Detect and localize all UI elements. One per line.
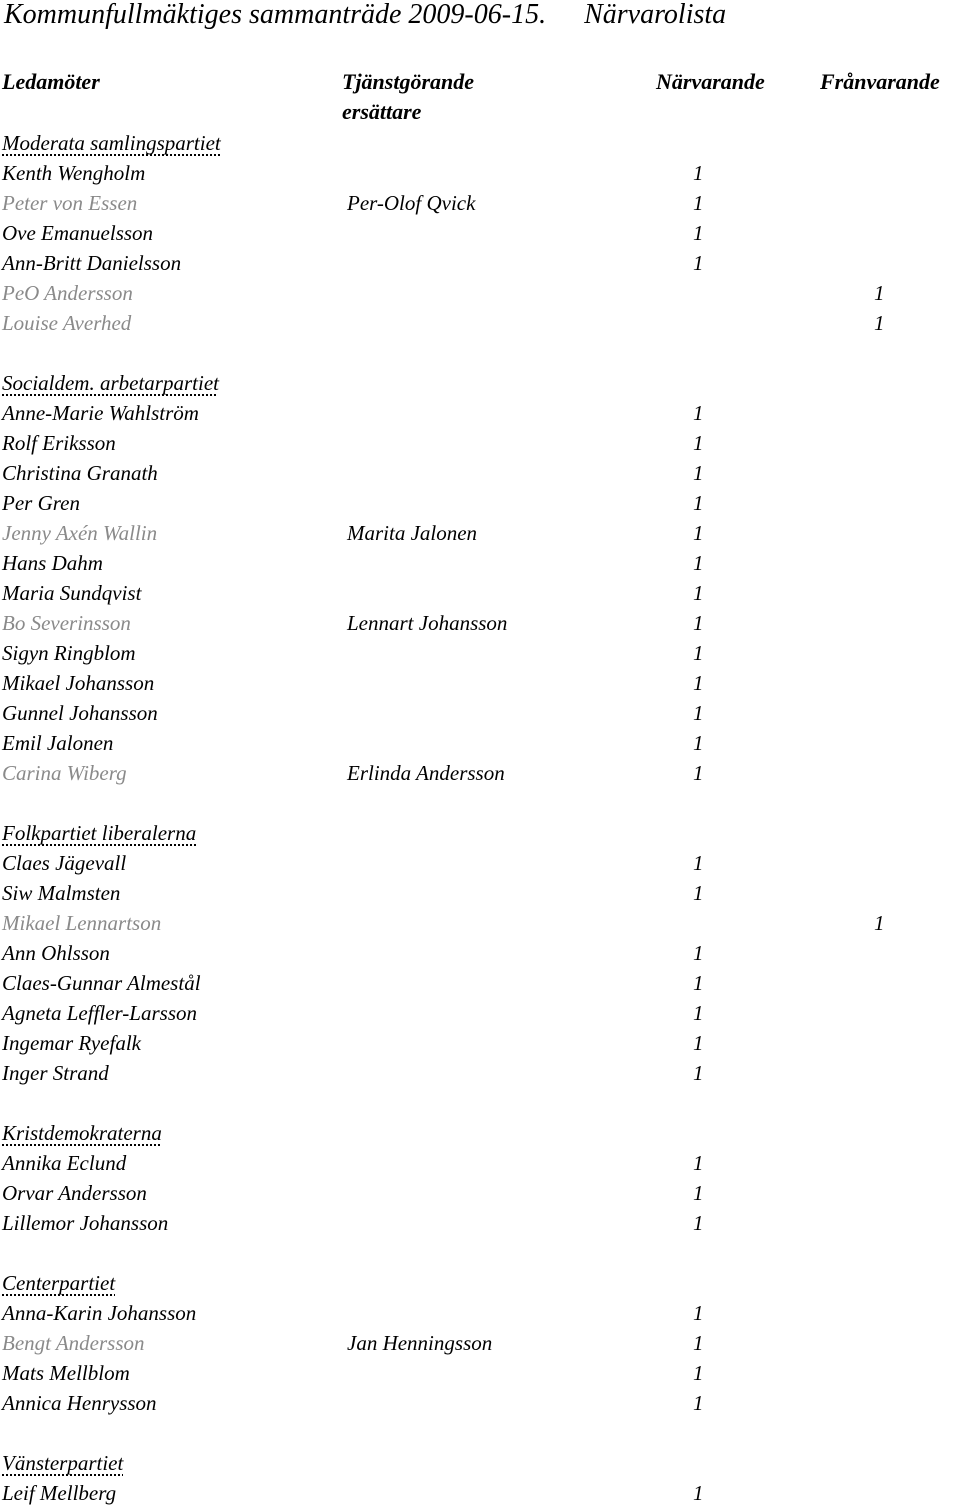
present-mark: 1: [693, 521, 704, 545]
present-mark: 1: [693, 431, 704, 455]
present-mark: 1: [693, 1151, 704, 1175]
present-mark: 1: [693, 161, 704, 185]
party-name: Folkpartiet liberalerna: [2, 821, 197, 845]
member-name: Kenth Wengholm: [2, 161, 146, 185]
party-heading: [0, 128, 960, 158]
member-name: Christina Granath: [2, 461, 158, 485]
present-mark: 1: [693, 401, 704, 425]
party-heading: [0, 1118, 960, 1148]
member-name: PeO Andersson: [2, 281, 133, 305]
present-mark: 1: [693, 1301, 704, 1325]
member-row: [0, 518, 960, 548]
present-mark: 1: [693, 761, 704, 785]
member-row: [0, 1058, 960, 1088]
section-spacer: [0, 1238, 960, 1268]
member-name: Mikael Lennartson: [2, 911, 162, 935]
present-mark: 1: [693, 1361, 704, 1385]
party-name: Socialdem. arbetarpartiet: [2, 371, 219, 395]
absent-mark: 1: [874, 311, 885, 335]
present-mark: 1: [693, 1391, 704, 1415]
present-mark: 1: [693, 941, 704, 965]
member-row: [0, 758, 960, 788]
member-row: [0, 1328, 960, 1358]
member-name: Peter von Essen: [2, 191, 138, 215]
member-row: [0, 188, 960, 218]
member-name: Bengt Andersson: [2, 1331, 145, 1355]
member-name: Per Gren: [2, 491, 80, 515]
member-row: [0, 548, 960, 578]
party-heading: [0, 368, 960, 398]
member-name: Lillemor Johansson: [2, 1211, 169, 1235]
present-mark: 1: [693, 251, 704, 275]
member-name: Siw Malmsten: [2, 881, 121, 905]
member-row: [0, 608, 960, 638]
member-name: Jenny Axén Wallin: [2, 521, 158, 545]
member-name: Leif Mellberg: [2, 1481, 117, 1505]
member-row: [0, 998, 960, 1028]
present-mark: 1: [693, 461, 704, 485]
present-mark: 1: [693, 1001, 704, 1025]
present-mark: 1: [693, 551, 704, 575]
member-name: Ove Emanuelsson: [2, 221, 154, 245]
party-name: Moderata samlingspartiet: [2, 131, 221, 155]
member-row: [0, 938, 960, 968]
member-name: Ingemar Ryefalk: [2, 1031, 141, 1055]
member-row: [0, 1148, 960, 1178]
member-row: [0, 278, 960, 308]
attendance-table: [0, 128, 960, 1508]
member-row: [0, 908, 960, 938]
member-row: [0, 398, 960, 428]
column-header-substitutes: [342, 67, 512, 127]
member-row: [0, 458, 960, 488]
member-row: [0, 1028, 960, 1058]
member-name: Ann-Britt Danielsson: [2, 251, 182, 275]
member-name: Maria Sundqvist: [2, 581, 142, 605]
member-name: Rolf Eriksson: [2, 431, 116, 455]
present-mark: 1: [693, 671, 704, 695]
column-header-absent: Frånvarande: [820, 69, 940, 94]
member-name: Emil Jalonen: [2, 731, 114, 755]
present-mark: 1: [693, 491, 704, 515]
present-mark: 1: [693, 851, 704, 875]
present-mark: 1: [693, 611, 704, 635]
present-mark: 1: [693, 1031, 704, 1055]
member-row: [0, 1388, 960, 1418]
party-heading: [0, 1268, 960, 1298]
member-row: [0, 1478, 960, 1508]
party-name: Kristdemokraterna: [2, 1121, 162, 1145]
member-row: [0, 218, 960, 248]
member-row: [0, 308, 960, 338]
member-row: [0, 878, 960, 908]
member-name: Inger Strand: [2, 1061, 109, 1085]
present-mark: 1: [693, 881, 704, 905]
member-name: Mikael Johansson: [2, 671, 155, 695]
present-mark: 1: [693, 1181, 704, 1205]
present-mark: 1: [693, 641, 704, 665]
member-row: [0, 668, 960, 698]
member-row: [0, 1208, 960, 1238]
present-mark: 1: [693, 1061, 704, 1085]
member-name: Agneta Leffler-Larsson: [2, 1001, 197, 1025]
member-row: [0, 1358, 960, 1388]
column-header-substitutes-label: Tjänstgörande ersättare: [342, 69, 475, 124]
substitute-name: Lennart Johansson: [347, 611, 508, 635]
present-mark: 1: [693, 1331, 704, 1355]
section-spacer: [0, 788, 960, 818]
member-name: Carina Wiberg: [2, 761, 127, 785]
member-name: Anne-Marie Wahlström: [2, 401, 199, 425]
member-name: Hans Dahm: [2, 551, 103, 575]
member-row: [0, 428, 960, 458]
substitute-name: Jan Henningsson: [347, 1331, 493, 1355]
member-row: [0, 248, 960, 278]
party-name: Centerpartiet: [2, 1271, 116, 1295]
member-row: [0, 728, 960, 758]
member-row: [0, 158, 960, 188]
substitute-name: Per-Olof Qvick: [347, 191, 476, 215]
section-spacer: [0, 1088, 960, 1118]
present-mark: 1: [693, 731, 704, 755]
party-heading: [0, 818, 960, 848]
member-name: Mats Mellblom: [2, 1361, 130, 1385]
present-mark: 1: [693, 221, 704, 245]
column-header-members: Ledamöter: [2, 69, 100, 94]
absent-mark: 1: [874, 281, 885, 305]
member-name: Claes-Gunnar Almestål: [2, 971, 201, 995]
member-row: [0, 848, 960, 878]
document-title: [4, 0, 726, 32]
member-name: Gunnel Johansson: [2, 701, 158, 725]
section-spacer: [0, 338, 960, 368]
member-row: [0, 638, 960, 668]
member-name: Ann Ohlsson: [2, 941, 110, 965]
column-header-present: Närvarande: [656, 69, 765, 94]
meeting-title: Kommunfullmäktiges sammanträde 2009-06-15.: [4, 0, 547, 30]
substitute-name: Marita Jalonen: [347, 521, 478, 545]
present-mark: 1: [693, 581, 704, 605]
member-row: [0, 1178, 960, 1208]
member-row: [0, 968, 960, 998]
section-spacer: [0, 1418, 960, 1448]
present-mark: 1: [693, 191, 704, 215]
member-name: Anna-Karin Johansson: [2, 1301, 197, 1325]
party-name: Vänsterpartiet: [2, 1451, 124, 1475]
attendance-list-title: Närvarolista: [584, 0, 727, 30]
party-heading: [0, 1448, 960, 1478]
present-mark: 1: [693, 701, 704, 725]
present-mark: 1: [693, 1211, 704, 1235]
member-row: [0, 1298, 960, 1328]
member-row: [0, 578, 960, 608]
member-name: Annica Henrysson: [2, 1391, 157, 1415]
member-name: Sigyn Ringblom: [2, 641, 136, 665]
member-row: [0, 698, 960, 728]
member-name: Annika Eclund: [2, 1151, 127, 1175]
member-name: Louise Averhed: [2, 311, 132, 335]
absent-mark: 1: [874, 911, 885, 935]
substitute-name: Erlinda Andersson: [347, 761, 505, 785]
member-row: [0, 488, 960, 518]
member-name: Orvar Andersson: [2, 1181, 147, 1205]
present-mark: 1: [693, 971, 704, 995]
present-mark: 1: [693, 1481, 704, 1505]
member-name: Claes Jägevall: [2, 851, 127, 875]
member-name: Bo Severinsson: [2, 611, 131, 635]
